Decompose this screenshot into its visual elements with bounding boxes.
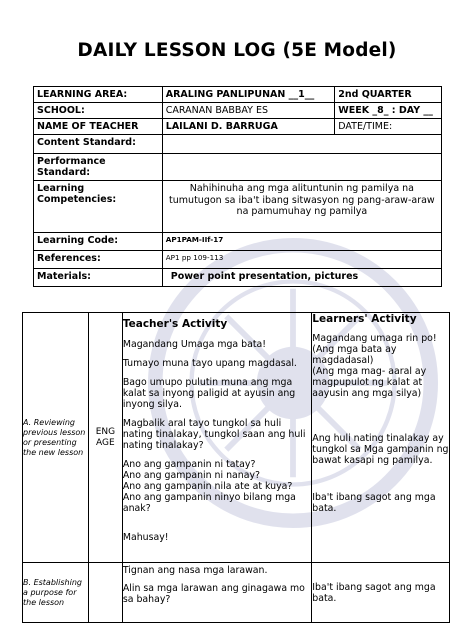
- teacher-line: Tumayo muna tayo upang magdasal.: [122, 358, 297, 369]
- page-title: DAILY LESSON LOG (5E Model): [77, 40, 397, 61]
- performance-standard-label: Performance Standard:: [34, 154, 163, 181]
- learners-activity-header: Learners' Activity: [312, 313, 417, 325]
- info-row: [34, 103, 442, 119]
- lesson-activity-table: [22, 312, 450, 623]
- teacher-b-line: Tignan ang nasa mga larawan.: [122, 565, 268, 576]
- info-row: [34, 135, 442, 154]
- teacher-activity-cell: [122, 313, 311, 563]
- info-row: [34, 154, 442, 181]
- phase-engage-label: ENG AGE: [88, 313, 122, 563]
- learner-line: Ang huli nating tinalakay ay tungkol sa Mga gampanin ng bawat kasapi ng pamilya.: [312, 433, 449, 466]
- quarter-value: 2nd QUARTER: [335, 87, 442, 103]
- stage-a-label: A. Reviewing previous lesson or presenting the new lesson: [23, 313, 89, 563]
- teacher-value: LAILANI D. BARRUGA: [162, 119, 334, 135]
- learner-b-line: Iba't ibang sagot ang mga bata.: [312, 582, 436, 604]
- performance-standard-value: [162, 154, 441, 181]
- learning-code-label: Learning Code:: [34, 233, 163, 251]
- teacher-line: Ano ang gampanin ni tatay? Ano ang gampanin ni nanay? Ano ang gampanin nila ate at kuya? Ano ang gampanin ninyo bilang mga anak?: [122, 459, 296, 514]
- references-label: References:: [34, 251, 163, 269]
- learning-area-label: LEARNING AREA:: [34, 87, 163, 103]
- learner-line: Iba't ibang sagot ang mga bata.: [312, 492, 436, 514]
- content-standard-value: [162, 135, 441, 154]
- materials-value: Power point presentation, pictures: [162, 269, 441, 287]
- school-value: CARANAN BABBAY ES: [162, 103, 334, 119]
- engage-row: [23, 313, 450, 563]
- learning-area-value: ARALING PANLIPUNAN __1__: [162, 87, 334, 103]
- info-row: [34, 87, 442, 103]
- week-day-value: WEEK _8_ : DAY __: [335, 103, 442, 119]
- learner-line: Magandang umaga rin po! (Ang mga bata ay magdadasal) (Ang mga mag- aaral ay magpupulot ng kalat at aayusin ang mga silya): [312, 333, 437, 399]
- competencies-label: Learning Competencies:: [34, 181, 163, 233]
- explore-row: [23, 563, 450, 623]
- info-row: [34, 119, 442, 135]
- lesson-info-table: [33, 86, 442, 287]
- school-label: SCHOOL:: [34, 103, 163, 119]
- teacher-activity-header: Teacher's Activity: [122, 318, 228, 330]
- references-value: AP1 pp 109-113: [162, 251, 441, 269]
- phase-b-cell: [88, 563, 122, 623]
- learning-code-value: AP1PAM-IIf-17: [162, 233, 441, 251]
- info-row: [34, 233, 442, 251]
- teacher-activity-b-cell: [122, 563, 311, 623]
- info-row: [34, 269, 442, 287]
- teacher-line: Mahusay!: [122, 532, 169, 543]
- learners-activity-b-cell: [312, 563, 450, 623]
- materials-label: Materials:: [34, 269, 163, 287]
- learners-activity-cell: [312, 313, 450, 563]
- info-row: [34, 181, 442, 233]
- teacher-line: Bago umupo pulutin muna ang mga kalat sa inyong paligid at ayusin ang inyong silya.: [122, 377, 296, 410]
- teacher-b-line: Alin sa mga larawan ang ginagawa mo sa bahay?: [122, 583, 305, 605]
- content-standard-label: Content Standard:: [34, 135, 163, 154]
- stage-b-label: B. Establishing a purpose for the lesson: [23, 563, 89, 623]
- competencies-value: Nahihinuha ang mga alituntunin ng pamilya na tumutugon sa iba't ibang sitwasyon ng pang-araw-araw na pamumuhay ng pamilya: [162, 181, 441, 233]
- date-time-label: DATE/TIME:: [335, 119, 442, 135]
- teacher-label: NAME OF TEACHER: [34, 119, 163, 135]
- teacher-line: Magandang Umaga mga bata!: [122, 339, 266, 350]
- info-row: [34, 251, 442, 269]
- teacher-line: Magbalik aral tayo tungkol sa huli nating tinalakay, tungkol saan ang huli nating tinalakay?: [122, 418, 306, 451]
